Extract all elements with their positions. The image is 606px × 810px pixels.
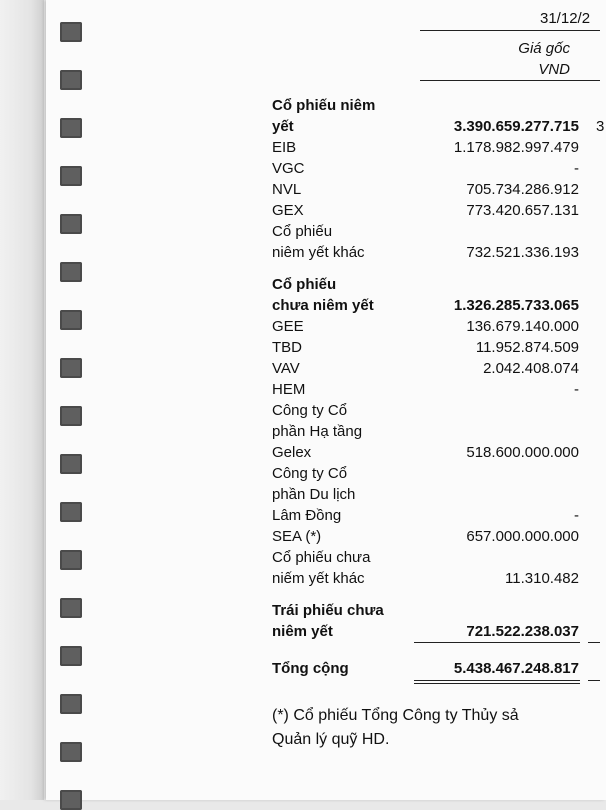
table-row <box>0 463 600 484</box>
row-label: VGC <box>272 160 305 177</box>
subtotal-rule-next-column <box>588 642 600 643</box>
row-label: Lâm Đồng <box>272 507 342 524</box>
row-value: - <box>574 507 579 524</box>
total-rule-next-column <box>588 680 600 681</box>
table-row <box>0 400 600 421</box>
row-value: 2.042.408.074 <box>483 360 579 377</box>
row-label: GEE <box>272 318 304 335</box>
column-unit-label: VND <box>538 61 570 78</box>
table-row <box>0 547 600 568</box>
row-label: TBD <box>272 339 302 356</box>
binding-hole <box>60 790 82 810</box>
binding-hole <box>60 742 82 762</box>
table-row <box>0 442 600 463</box>
column-date-header: 31/12/2 <box>540 10 591 27</box>
table-row <box>0 95 600 116</box>
footnote-line: Quản lý quỹ HD. <box>272 731 390 748</box>
table-row <box>0 484 600 505</box>
binding-hole <box>60 70 82 90</box>
binding-hole <box>60 694 82 714</box>
row-label: yết <box>272 118 294 135</box>
row-label: Trái phiếu chưa <box>272 602 384 619</box>
row-label: niếm yết khác <box>272 570 365 587</box>
table-row <box>0 242 600 263</box>
truncated-column-digit: 3 <box>596 118 605 135</box>
row-label: Công ty Cổ <box>272 465 348 482</box>
table-row <box>0 526 600 547</box>
row-label: HEM <box>272 381 306 398</box>
table-row <box>0 137 600 158</box>
row-label: EIB <box>272 139 297 156</box>
table-row <box>0 295 600 316</box>
table-row <box>0 200 600 221</box>
footnote-line: (*) Cổ phiếu Tổng Công ty Thủy sả <box>272 707 519 724</box>
row-label: niêm yết khác <box>272 244 365 261</box>
row-label: NVL <box>272 181 302 198</box>
row-value: 518.600.000.000 <box>466 444 579 461</box>
table-row <box>0 179 600 200</box>
table-row <box>0 116 605 137</box>
header-rule <box>420 30 600 31</box>
row-value: 11.310.482 <box>505 570 579 587</box>
row-value: 1.326.285.733.065 <box>453 297 579 314</box>
row-label: VAV <box>272 360 300 377</box>
row-label: GEX <box>272 202 304 219</box>
table-row <box>0 158 600 179</box>
total-rule-top <box>414 680 580 681</box>
row-label: Cổ phiếu niêm <box>272 97 376 114</box>
table-row <box>0 337 600 358</box>
table-row <box>0 621 600 642</box>
row-value: 5.438.467.248.817 <box>453 660 579 677</box>
row-value: 1.178.982.997.479 <box>453 139 579 156</box>
table-row-total <box>0 658 600 679</box>
row-value: - <box>574 381 579 398</box>
row-value: 136.679.140.000 <box>466 318 579 335</box>
row-value: 721.522.238.037 <box>466 623 579 640</box>
table-row <box>0 221 600 242</box>
table-row <box>0 568 600 589</box>
row-value: 732.521.336.193 <box>466 244 579 261</box>
total-rule-bottom <box>414 683 580 684</box>
table-row <box>0 274 600 295</box>
binding-hole <box>60 22 82 42</box>
table-row <box>0 505 600 526</box>
column-cost-label: Giá gốc <box>518 40 570 57</box>
row-value: 773.420.657.131 <box>466 202 579 219</box>
row-label: phần Du lịch <box>272 486 356 503</box>
row-value: 705.734.286.912 <box>466 181 579 198</box>
row-label: SEA (*) <box>272 528 322 545</box>
row-label: Cổ phiếu <box>272 223 333 240</box>
subtotal-rule <box>414 642 580 643</box>
row-label: Tổng cộng <box>272 660 349 677</box>
table-row <box>0 316 600 337</box>
row-value: 11.952.874.509 <box>475 339 579 356</box>
row-label: phần Hạ tầng <box>272 423 363 440</box>
table-row <box>0 379 600 400</box>
row-label: Công ty Cổ <box>272 402 348 419</box>
row-label: chưa niêm yết <box>272 297 374 314</box>
row-label: Cổ phiếu chưa <box>272 549 371 566</box>
row-value: - <box>574 160 579 177</box>
table-row <box>0 600 600 621</box>
table-row <box>0 358 600 379</box>
row-value: 3.390.659.277.715 <box>453 118 579 135</box>
row-value: 657.000.000.000 <box>466 528 579 545</box>
row-label: Cổ phiếu <box>272 276 337 293</box>
table-row <box>0 421 600 442</box>
row-label: niêm yết <box>272 623 333 640</box>
header-underline <box>420 80 600 81</box>
row-label: Gelex <box>272 444 312 461</box>
